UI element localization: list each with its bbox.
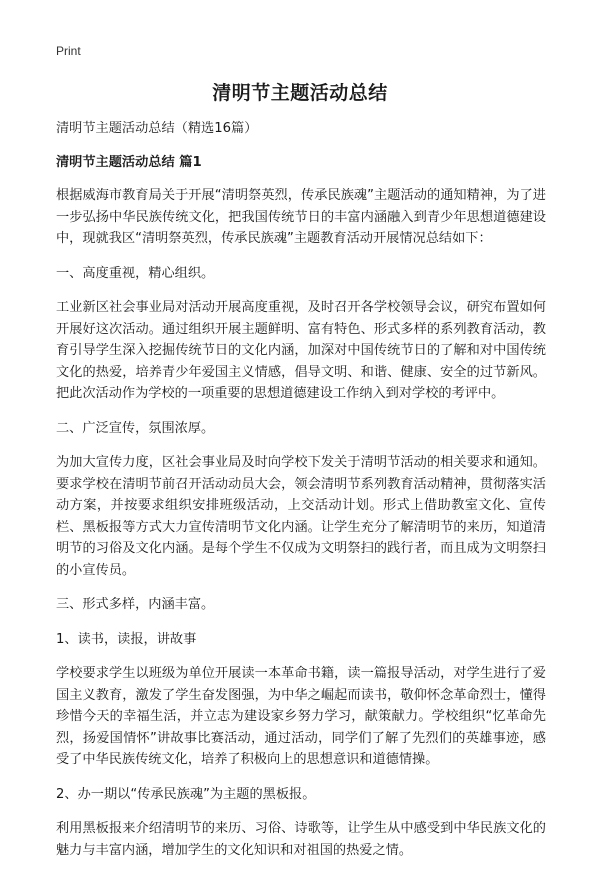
document-body — [56, 118, 546, 874]
paragraph-heading-1: 一、高度重视，精心组织。 — [56, 265, 215, 281]
paragraph-intro: 根据威海市教育局关于开展“清明祭英烈，传承民族魂”主题活动的通知精神，为了进一步弘扬中华民族传统文化，把我国传统节日的丰富内涵融入到青少年思想道德建设中，现就我区“清明祭英烈，传承民族魂”主题教育活动开展情况总结如下： — [56, 188, 546, 246]
paragraph-subheading-3-2: 2、办一期以“传承民族魂”为主题的黑板报。 — [56, 786, 316, 802]
document-subtitle: 清明节主题活动总结（精选16篇） — [56, 121, 258, 136]
paragraph-heading-2: 二、广泛宣传，氛围浓厚。 — [56, 420, 215, 436]
paragraph-subheading-3-1: 1、读书，读报，讲故事 — [56, 631, 197, 647]
paragraph-body-1: 工业新区社会事业局对活动开展高度重视，及时召开各学校领导会议，研究布置如何开展好这次活动。通过组织开展主题鲜明、富有特色、形式多样的系列教育活动，教育引导学生深入挖掘传统节日的文化内涵，加深对中国传统节日的了解和对中国传统文化的热爱，培养青少年爱国主义情感，倡导文明、和谐、健康、安全的过节新风。把此次活动作为学校的一项重要的思想道德建设工作纳入到对学校的考评中。 — [56, 300, 546, 401]
section-heading: 清明节主题活动总结 篇1 — [56, 154, 202, 170]
print-label: Print — [56, 44, 81, 58]
paragraph-body-2: 为加大宣传力度，区社会事业局及时向学校下发关于清明节活动的相关要求和通知。要求学校在清明节前召开活动动员大会，领会清明节系列教育活动精神，贯彻落实活动方案，并按要求组织安排班级活动，上交活动计划。形式上借助教室文化、宣传栏、黑板报等方式大力宣传清明节文化内涵。让学生充分了解清明节的来历，知道清明节的习俗及文化内涵。是每个学生不仅成为文明祭扫的践行者，而且成为文明祭扫的小宣传员。 — [56, 455, 546, 578]
document-title: 清明节主题活动总结 — [212, 82, 388, 104]
paragraph-body-3-2: 利用黑板报来介绍清明节的来历、习俗、诗歌等，让学生从中感受到中华民族文化的魅力与丰富内涵，增加学生的文化知识和对祖国的热爱之情。 — [56, 821, 546, 858]
paragraph-body-3-1: 学校要求学生以班级为单位开展读一本革命书籍，读一篇报导活动，对学生进行了爱国主义教育，激发了学生奋发图强，为中华之崛起而读书，敬仰怀念革命烈士，懂得珍惜今天的幸福生活，并立志为建设家乡努力学习，献策献力。学校组织“忆革命先烈，扬爱国情怀”讲故事比赛活动，通过活动，同学们了解了先烈们的英雄事迹，感受了中华民族传统文化，培养了积极向上的思想意识和道德情操。 — [56, 666, 546, 767]
paragraph-heading-3: 三、形式多样，内涵丰富。 — [56, 597, 215, 612]
